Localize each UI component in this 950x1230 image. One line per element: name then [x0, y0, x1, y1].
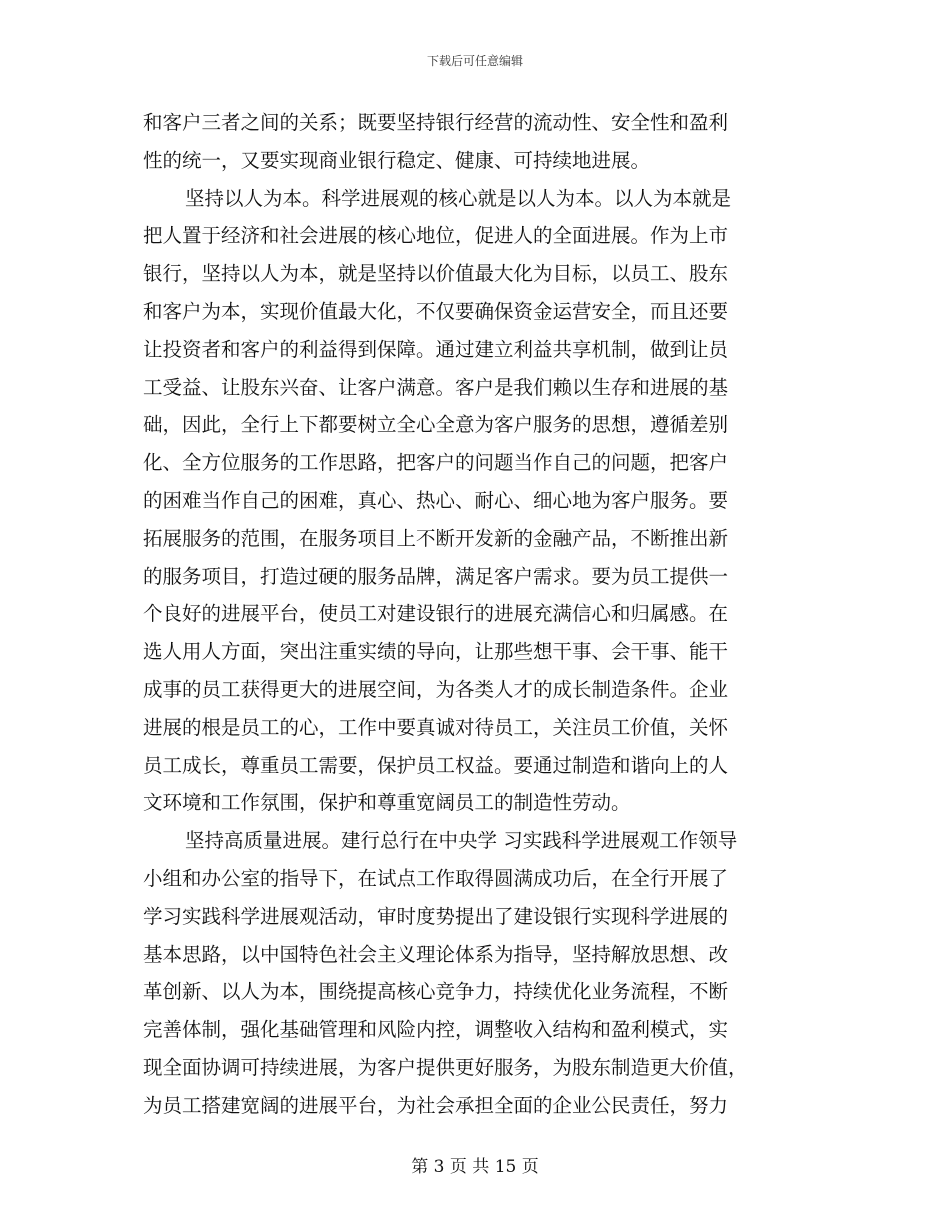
text-line: 个良好的进展平台，使员工对建设银行的进展充满信心和归属感。在 [143, 602, 729, 626]
text-line: 性的统一，又要实现商业银行稳定、健康、可持续地进展。 [143, 148, 651, 172]
text-line: 坚持以人为本。科学进展观的核心就是以人为本。以人为本就是 [185, 186, 732, 210]
text-line: 化、全方位服务的工作思路，把客户的问题当作自己的问题，把客户 [143, 451, 729, 475]
text-line: 和客户三者之间的关系；既要坚持银行经营的流动性、安全性和盈利 [143, 111, 729, 134]
text-line: 让投资者和客户的利益得到保障。通过建立利益共享机制，做到让员 [143, 337, 729, 361]
text-line: 成事的员工获得更大的进展空间，为各类人才的成长制造条件。企业 [143, 677, 729, 701]
page-footer: 第 3 页 共 15 页 [411, 1157, 539, 1177]
text-line: 银行，坚持以人为本，就是坚持以价值最大化为目标，以员工、股东 [143, 262, 729, 286]
text-line: 础，因此，全行上下都要树立全心全意为客户服务的思想，遵循差别 [143, 413, 729, 437]
text-line: 学习实践科学进展观活动，审时度势提出了建设银行实现科学进展的 [143, 904, 729, 928]
text-line: 为员工搭建宽阔的进展平台，为社会承担全面的企业公民责任，努力 [143, 1093, 729, 1117]
text-line: 选人用人方面，突出注重实绩的导向，让那些想干事、会干事、能干 [143, 640, 729, 664]
text-line: 和客户为本，实现价值最大化，不仅要确保资金运营安全，而且还要 [143, 299, 729, 323]
text-line: 基本思路，以中国特色社会主义理论体系为指导，坚持解放思想、改 [143, 942, 729, 966]
text-line: 的服务项目，打造过硬的服务品牌，满足客户需求。要为员工提供一 [143, 564, 729, 588]
text-line: 把人置于经济和社会进展的核心地位，促进人的全面进展。作为上市 [143, 224, 729, 248]
text-line: 员工成长，尊重员工需要，保护员工权益。要通过制造和谐向上的人 [143, 753, 729, 777]
text-line: 的困难当作自己的困难，真心、热心、耐心、细心地为客户服务。要 [143, 488, 729, 512]
text-line: 现全面协调可持续进展，为客户提供更好服务，为股东制造更大价值， [143, 1055, 748, 1079]
text-line: 坚持高质量进展。建行总行在中央学 习实践科学进展观工作领导 [185, 829, 738, 853]
page-header: 下载后可任意编辑 [426, 54, 523, 68]
text-line: 工受益、让股东兴奋、让客户满意。客户是我们赖以生存和进展的基 [143, 375, 729, 399]
text-line: 小组和办公室的指导下，在试点工作取得圆满成功后，在全行开展了 [143, 866, 729, 890]
text-line: 革创新、以人为本，围绕提高核心竞争力，持续优化业务流程，不断 [143, 980, 729, 1004]
text-line: 文环境和工作氛围，保护和尊重宽阔员工的制造性劳动。 [143, 791, 631, 815]
text-line: 完善体制，强化基础管理和风险内控，调整收入结构和盈利模式，实 [143, 1018, 729, 1042]
text-line: 进展的根是员工的心，工作中要真诚对待员工，关注员工价值，关怀 [143, 715, 729, 739]
body-text [143, 104, 803, 1125]
text-line: 拓展服务的范围，在服务项目上不断开发新的金融产品，不断推出新 [143, 526, 729, 550]
